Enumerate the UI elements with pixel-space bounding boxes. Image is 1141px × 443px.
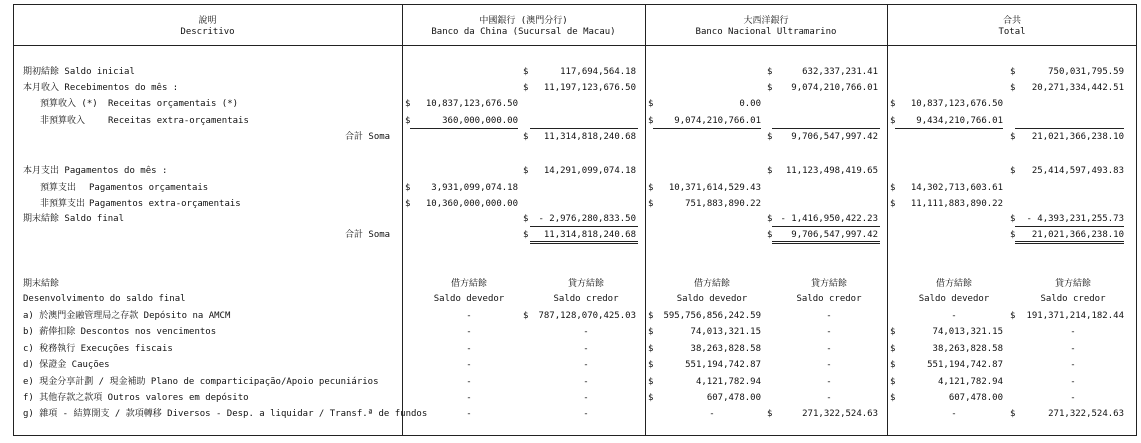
row-label-cn: 預算支出: [40, 183, 77, 193]
currency-sign: $: [405, 99, 411, 109]
total-credor-value: -: [1070, 360, 1076, 370]
boc-credor-value: 787,128,070,425.03: [538, 311, 636, 321]
total-value: 9,434,210,766.01: [916, 116, 1003, 126]
total-underline: [772, 241, 880, 242]
bnu-value: 751,883,890.22: [685, 199, 761, 209]
boc-value: 11,314,818,240.68: [543, 132, 636, 142]
total-value: 21,021,366,238.10: [1031, 230, 1124, 240]
currency-sign: $: [1010, 166, 1016, 176]
bnu-value: 11,123,498,419.65: [785, 166, 878, 176]
total-devedor-cn: 借方結餘: [935, 279, 972, 289]
currency-sign: $: [890, 183, 896, 193]
currency-sign: $: [1010, 409, 1016, 419]
dev-row-label: c) 稅務執行 Execuções fiscais: [23, 344, 173, 354]
boc-value: 3,931,099,074.18: [431, 183, 518, 193]
total-value: 14,302,713,603.61: [910, 183, 1003, 193]
currency-sign: $: [523, 83, 529, 93]
boc-value: - 2,976,280,833.50: [538, 214, 636, 224]
boc-credor-value: -: [583, 409, 589, 419]
currency-sign: $: [890, 393, 896, 403]
subtotal-underline: [653, 128, 761, 129]
boc-credor-cn: 貸方結餘: [567, 279, 604, 289]
currency-sign: $: [405, 116, 411, 126]
total-credor-value: -: [1070, 377, 1076, 387]
currency-sign: $: [523, 67, 529, 77]
bnu-credor-pt: Saldo credor: [796, 294, 862, 304]
total-credor-value: -: [1070, 327, 1076, 337]
bnu-devedor-value: 551,194,742.87: [685, 360, 761, 370]
bnu-credor-value: -: [826, 344, 832, 354]
currency-sign: $: [890, 116, 896, 126]
column-divider: [402, 4, 403, 436]
row-label-pt: Receitas orçamentais (*): [108, 99, 239, 109]
boc-value: 14,291,099,074.18: [543, 166, 636, 176]
boc-devedor-value: -: [466, 409, 472, 419]
header-boc-cn: 中國銀行 (澳門分行): [479, 16, 568, 26]
currency-sign: $: [405, 183, 411, 193]
subtotal-underline: [1015, 128, 1124, 129]
row-label-pt: Pagamentos extra-orçamentais: [89, 199, 241, 209]
bnu-credor-value: -: [826, 311, 832, 321]
boc-value: 360,000,000.00: [442, 116, 518, 126]
boc-value: 11,314,818,240.68: [543, 230, 636, 240]
currency-sign: $: [767, 83, 773, 93]
boc-devedor-value: -: [466, 360, 472, 370]
bnu-value: - 1,416,950,422.23: [780, 214, 878, 224]
total-underline: [1015, 241, 1124, 242]
boc-value: 117,694,564.18: [560, 67, 636, 77]
row-label-cn: 非預算收入: [40, 116, 86, 126]
total-value: 11,111,883,890.22: [910, 199, 1003, 209]
total-credor-value: -: [1070, 393, 1076, 403]
header-divider: [13, 45, 1137, 46]
bnu-value: 9,706,547,997.42: [791, 230, 878, 240]
header-bnu-pt: Banco Nacional Ultramarino: [695, 27, 837, 37]
bnu-value: 9,706,547,997.42: [791, 132, 878, 142]
currency-sign: $: [890, 344, 896, 354]
currency-sign: $: [890, 99, 896, 109]
bnu-devedor-cn: 借方結餘: [693, 279, 730, 289]
total-value: 21,021,366,238.10: [1031, 132, 1124, 142]
bnu-devedor-value: 595,756,856,242.59: [663, 311, 761, 321]
bnu-credor-value: -: [826, 377, 832, 387]
total-underline: [530, 243, 638, 244]
bnu-devedor-value: -: [709, 409, 715, 419]
total-devedor-pt: Saldo devedor: [918, 294, 990, 304]
bnu-credor-cn: 貸方結餘: [810, 279, 847, 289]
currency-sign: $: [648, 311, 654, 321]
currency-sign: $: [523, 311, 529, 321]
currency-sign: $: [523, 132, 529, 142]
currency-sign: $: [648, 344, 654, 354]
row-label-cn: 非預算支出: [40, 199, 86, 209]
bnu-credor-value: -: [826, 393, 832, 403]
boc-credor-value: -: [583, 393, 589, 403]
total-value: 25,414,597,493.83: [1031, 166, 1124, 176]
currency-sign: $: [523, 166, 529, 176]
total-underline: [1015, 243, 1124, 244]
bnu-devedor-value: 607,478.00: [706, 393, 761, 403]
total-devedor-value: 74,013,321.15: [932, 327, 1003, 337]
boc-credor-value: -: [583, 327, 589, 337]
currency-sign: $: [648, 199, 654, 209]
currency-sign: $: [1010, 311, 1016, 321]
bnu-devedor-value: 4,121,782.94: [695, 377, 761, 387]
currency-sign: $: [767, 67, 773, 77]
bnu-devedor-value: 74,013,321.15: [690, 327, 761, 337]
total-devedor-value: 4,121,782.94: [937, 377, 1003, 387]
row-label: 本月支出 Pagamentos do mês :: [23, 166, 168, 176]
row-label: 本月收入 Recebimentos do mês :: [23, 83, 179, 93]
currency-sign: $: [1010, 67, 1016, 77]
column-divider: [645, 4, 646, 436]
currency-sign: $: [648, 99, 654, 109]
row-label: 期末結餘 Saldo final: [23, 214, 125, 224]
total-devedor-value: -: [951, 409, 957, 419]
bnu-value: 10,371,614,529.43: [668, 183, 761, 193]
total-value: - 4,393,231,255.73: [1026, 214, 1124, 224]
boc-credor-value: -: [583, 377, 589, 387]
bnu-value: 9,074,210,766.01: [674, 116, 761, 126]
currency-sign: $: [523, 214, 529, 224]
boc-value: 10,360,000,000.00: [425, 199, 518, 209]
total-credor-value: -: [1070, 344, 1076, 354]
dev-row-label: g) 雜項 - 結算開支 / 款項轉移 Diversos - Desp. a liquidar / Transf.ª de fundos: [23, 409, 428, 419]
boc-devedor-value: -: [466, 393, 472, 403]
boc-devedor-value: -: [466, 344, 472, 354]
dev-title-pt: Desenvolvimento do saldo final: [23, 294, 186, 304]
dev-row-label: b) 薪俸扣除 Descontos nos vencimentos: [23, 327, 217, 337]
currency-sign: $: [648, 183, 654, 193]
currency-sign: $: [890, 327, 896, 337]
currency-sign: $: [648, 377, 654, 387]
boc-devedor-value: -: [466, 327, 472, 337]
currency-sign: $: [648, 327, 654, 337]
bnu-value: 0.00: [739, 99, 761, 109]
soma-label: 合計 Soma: [345, 132, 391, 142]
total-credor-value: 191,371,214,182.44: [1026, 311, 1124, 321]
currency-sign: $: [890, 199, 896, 209]
currency-sign: $: [648, 116, 654, 126]
boc-credor-value: -: [583, 344, 589, 354]
currency-sign: $: [405, 199, 411, 209]
subtotal-underline: [895, 128, 1003, 129]
header-total-pt: Total: [998, 27, 1026, 37]
row-label: 期初結餘 Saldo inicial: [23, 67, 135, 77]
total-devedor-value: 607,478.00: [948, 393, 1003, 403]
column-divider: [887, 4, 888, 436]
row-label-pt: Receitas extra-orçamentais: [108, 116, 249, 126]
soma-label: 合計 Soma: [345, 230, 391, 240]
currency-sign: $: [523, 230, 529, 240]
currency-sign: $: [767, 214, 773, 224]
dev-title-cn: 期末結餘: [23, 279, 60, 289]
header-descritivo-pt: Descritivo: [180, 27, 235, 37]
currency-sign: $: [767, 409, 773, 419]
total-value: 20,271,334,442.51: [1031, 83, 1124, 93]
bnu-value: 9,074,210,766.01: [791, 83, 878, 93]
currency-sign: $: [767, 166, 773, 176]
boc-value: 10,837,123,676.50: [425, 99, 518, 109]
currency-sign: $: [1010, 132, 1016, 142]
boc-devedor-cn: 借方結餘: [450, 279, 487, 289]
row-label-cn: 預算收入 (*): [40, 99, 98, 109]
currency-sign: $: [767, 132, 773, 142]
total-devedor-value: -: [951, 311, 957, 321]
currency-sign: $: [648, 360, 654, 370]
subtotal-underline: [530, 128, 638, 129]
total-credor-cn: 貸方結餘: [1054, 279, 1091, 289]
header-boc-pt: Banco da China (Sucursal de Macau): [431, 27, 616, 37]
boc-value: 11,197,123,676.50: [543, 83, 636, 93]
subtotal-underline: [772, 226, 880, 227]
header-bnu-cn: 大西洋銀行: [743, 16, 789, 26]
currency-sign: $: [1010, 214, 1016, 224]
dev-row-label: f) 其他存款之款項 Outros valores em depósito: [23, 393, 249, 403]
subtotal-underline: [772, 128, 880, 129]
total-devedor-value: 38,263,828.58: [932, 344, 1003, 354]
bnu-devedor-value: 38,263,828.58: [690, 344, 761, 354]
bnu-value: 632,337,231.41: [802, 67, 878, 77]
header-total-cn: 合共: [1002, 16, 1021, 26]
currency-sign: $: [890, 377, 896, 387]
boc-credor-value: -: [583, 360, 589, 370]
boc-devedor-value: -: [466, 311, 472, 321]
currency-sign: $: [648, 393, 654, 403]
currency-sign: $: [1010, 230, 1016, 240]
subtotal-underline: [1015, 226, 1124, 227]
header-descritivo-cn: 說明: [198, 16, 217, 26]
total-credor-value: 271,322,524.63: [1048, 409, 1124, 419]
subtotal-underline: [410, 128, 518, 129]
total-underline: [530, 241, 638, 242]
bnu-credor-value: 271,322,524.63: [802, 409, 878, 419]
total-value: 750,031,795.59: [1048, 67, 1124, 77]
bnu-credor-value: -: [826, 327, 832, 337]
total-value: 10,837,123,676.50: [910, 99, 1003, 109]
currency-sign: $: [767, 230, 773, 240]
boc-credor-pt: Saldo credor: [553, 294, 619, 304]
total-underline: [772, 243, 880, 244]
boc-devedor-pt: Saldo devedor: [433, 294, 505, 304]
currency-sign: $: [890, 360, 896, 370]
dev-row-label: d) 保證金 Cauções: [23, 360, 110, 370]
dev-row-label: a) 於澳門金融管理局之存款 Depósito na AMCM: [23, 311, 231, 321]
total-devedor-value: 551,194,742.87: [927, 360, 1003, 370]
subtotal-underline: [530, 226, 638, 227]
row-label-pt: Pagamentos orçamentais: [89, 183, 209, 193]
bnu-credor-value: -: [826, 360, 832, 370]
dev-row-label: e) 現金分享計劃 / 現金補助 Plano de comparticipação/Apoio pecuniários: [23, 377, 379, 387]
bnu-devedor-pt: Saldo devedor: [676, 294, 748, 304]
currency-sign: $: [1010, 83, 1016, 93]
boc-devedor-value: -: [466, 377, 472, 387]
total-credor-pt: Saldo credor: [1040, 294, 1106, 304]
